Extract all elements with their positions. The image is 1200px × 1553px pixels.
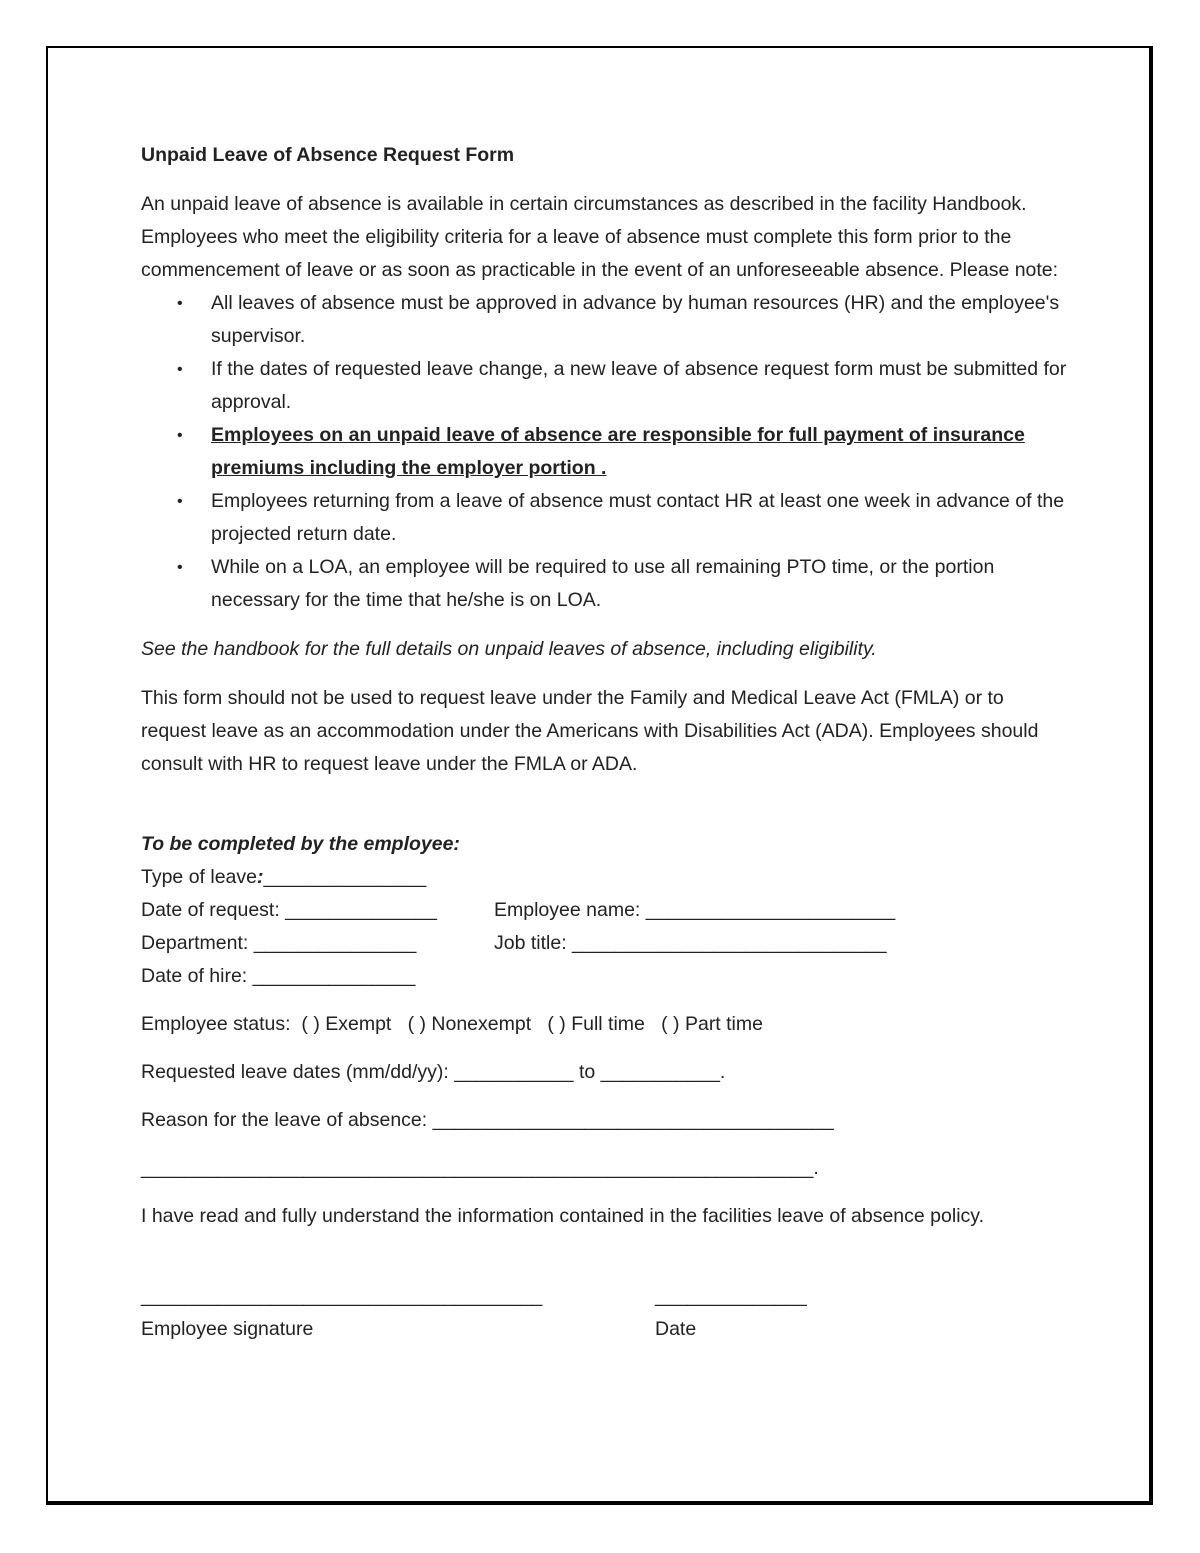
insurance-premium-note: Employees on an unpaid leave of absence are responsible for full payment of insurance premiums including the employer portion . (211, 424, 1025, 479)
type-of-leave-field[interactable] (141, 861, 1071, 894)
note-text: Employees returning from a leave of absence must contact HR at least one week in advance of the projected return date. (211, 490, 1065, 545)
signature-labels-row (141, 1313, 1071, 1346)
reason-field[interactable]: Reason for the leave of absence: _____________________________________ (141, 1109, 834, 1131)
job-title-field[interactable]: Job title: _____________________________ (494, 932, 887, 954)
employee-name-field[interactable]: Employee name: _______________________ (494, 899, 896, 921)
bullet-icon: • (177, 493, 183, 510)
list-item (177, 287, 1071, 353)
employee-section-header: To be completed by the employee: (141, 833, 460, 855)
note-text: All leaves of absence must be approved in advance by human resources (HR) and the employee's supervisor. (211, 292, 1060, 347)
notes-list (141, 287, 1071, 617)
department-title-row (141, 927, 1071, 960)
form-content (141, 140, 1071, 1346)
type-of-leave-label: Type of leave (141, 866, 257, 888)
note-text: If the dates of requested leave change, a new leave of absence request form must be submitted for approval. (211, 358, 1067, 413)
list-item (177, 551, 1071, 617)
intro-paragraph: An unpaid leave of absence is available in certain circumstances as described in the facility Handbook. Employees who meet the eligibility criteria for a leave of absence must complete this form prior to the commencement of leave or as soon as practicable in the event of an unforeseeable absence. Please note: (141, 193, 1059, 281)
acknowledgement-statement: I have read and fully understand the information contained in the facilities leave of absence policy. (141, 1205, 984, 1227)
note-text: While on a LOA, an employee will be required to use all remaining PTO time, or the portion necessary for the time that he/she is on LOA. (211, 556, 995, 611)
hire-date-row (141, 960, 1071, 993)
list-item (177, 419, 1071, 485)
signature-lines-row (141, 1280, 1071, 1313)
date-line[interactable]: ______________ (655, 1285, 807, 1307)
fmla-note: This form should not be used to request leave under the Family and Medical Leave Act (FMLA) or to request leave as an accommodation under the Americans with Disabilities Act (ADA). Employees should consult with HR to request leave under the FMLA or ADA. (141, 687, 1039, 775)
signature-label: Employee signature (141, 1318, 314, 1340)
date-of-hire-field[interactable]: Date of hire: _______________ (141, 965, 416, 987)
list-item (177, 353, 1071, 419)
date-of-request-field[interactable]: Date of request: ______________ (141, 899, 437, 921)
type-of-leave-blank[interactable]: _______________ (263, 866, 427, 888)
request-name-row (141, 894, 1071, 927)
employee-status-options[interactable]: Employee status: ( ) Exempt ( ) Nonexempt ( ) Full time ( ) Part time (141, 1013, 763, 1035)
bullet-icon: • (177, 427, 183, 444)
requested-leave-dates-field[interactable]: Requested leave dates (mm/dd/yy): ___________ to ___________. (141, 1061, 726, 1083)
date-label: Date (655, 1318, 697, 1340)
bullet-icon: • (177, 559, 183, 576)
list-item (177, 485, 1071, 551)
reason-continued-line[interactable]: ______________________________________________________________. (141, 1157, 819, 1179)
handbook-note: See the handbook for the full details on unpaid leaves of absence, including eligibility. (141, 638, 877, 660)
bullet-icon: • (177, 295, 183, 312)
form-title: Unpaid Leave of Absence Request Form (141, 144, 515, 166)
signature-line[interactable]: _____________________________________ (141, 1285, 543, 1307)
bullet-icon: • (177, 361, 183, 378)
department-field[interactable]: Department: _______________ (141, 932, 417, 954)
type-of-leave-colon: : (257, 866, 264, 888)
